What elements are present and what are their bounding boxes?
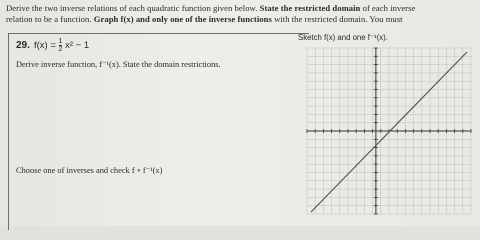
check-prompt: Choose one of inverses and check f ∘ f⁻¹(x) [16,166,163,175]
instructions [6,3,476,25]
instructions-line2: relation to be a function. [6,14,92,24]
derive-prompt: Derive inverse function, f⁻¹(x). State the domain restrictions. [16,60,221,69]
function-lhs: f(x) = [34,40,56,52]
problem-number: 29. [16,40,30,51]
sketch-label: Sketch f(x) and one f⁻¹(x). [298,33,388,42]
instructions-bold1: State the restricted domain [259,3,361,13]
instructions-line2-end: with the restricted domain. You must [274,14,403,24]
fraction-numerator: 1 [58,38,63,45]
fraction-denominator: 2 [58,46,63,53]
problem-function [34,38,89,53]
function-fraction [59,38,63,53]
instructions-bold2: Graph f(x) and only one of the inverse functions [93,14,272,24]
coordinate-grid [305,46,473,216]
instructions-line1-end: of each inverse [362,3,416,13]
function-rhs: x² − 1 [65,40,90,52]
instructions-line1: Derive the two inverse relations of each quadratic function given below. [6,3,258,13]
